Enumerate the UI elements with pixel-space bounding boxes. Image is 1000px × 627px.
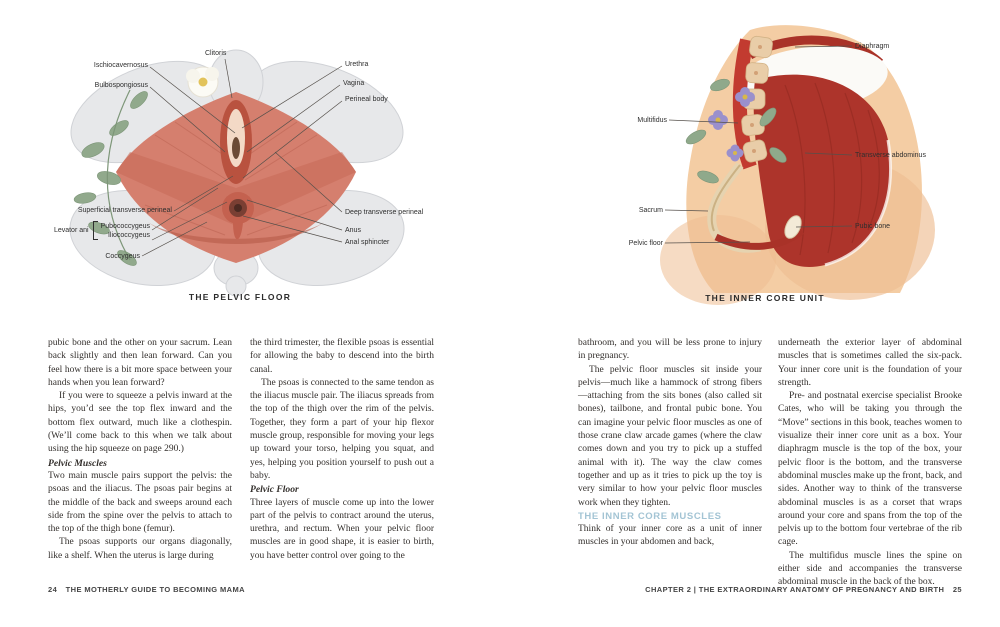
levator-bracket xyxy=(93,221,98,240)
left-page-column-1 xyxy=(48,337,232,563)
label-vagina: Vagina xyxy=(343,80,365,87)
label-pubococcygeus: Pubococcygeus xyxy=(100,222,150,230)
label-ischiocavernosus: Ischiocavernosus xyxy=(93,62,148,69)
subheading-pelvic-muscles: Pelvic Muscles xyxy=(48,457,107,469)
label-anal-sphincter: Anal sphincter xyxy=(345,239,390,246)
body-paragraph: The multifidus muscle lines the spine on either side and accompanies the transverse abdominal muscle in the back of the box. xyxy=(778,550,962,588)
body-paragraph: If you were to squeeze a pelvis inward at the hips, you’d see the top flex inward and the bottom flex outward, much like a clothespin. (We’ll come back to this when we talk about using the hip squeeze on page 290.) xyxy=(48,391,232,455)
label-anus: Anus xyxy=(345,227,361,234)
inner-core-figure xyxy=(600,25,960,305)
label-levator-ani: Levator ani xyxy=(53,227,89,234)
section-heading-inner-core-muscles: THE INNER CORE MUSCLES xyxy=(578,510,722,522)
body-paragraph: underneath the exterior layer of abdominal muscles that is sometimes called the six-pack. Your inner core unit is the foundation of your strength. xyxy=(778,338,962,388)
pelvic-floor-figure xyxy=(35,30,465,305)
right-footer-title: CHAPTER 2 | THE EXTRAORDINARY ANATOMY OF PREGNANCY AND BIRTH xyxy=(645,585,945,594)
label-multifidus: Multifidus xyxy=(637,117,667,124)
label-pelvic-floor: Pelvic floor xyxy=(628,240,663,247)
body-paragraph: Three layers of muscle come up into the lower part of the pelvis to contract around the uterus, urethra, and rectum. When your pelvic floor muscles are in good shape, it is easier to birth, you have better control over going to the xyxy=(250,497,434,561)
label-perineal-body: Perineal body xyxy=(345,96,388,103)
left-footer xyxy=(48,585,245,594)
body-paragraph: The psoas supports our organs diagonally, like a shelf. When the uterus is large during xyxy=(48,537,232,561)
body-paragraph: pubic bone and the other on your sacrum. Lean back slightly and then lean forward. Can you feel how there is a bit more space between your hands when you lean forward? xyxy=(48,338,232,388)
label-iliococcygeus: Iliococcygeus xyxy=(107,231,150,239)
right-page-number: 25 xyxy=(952,585,962,594)
vaginal-opening xyxy=(220,100,252,184)
pelvic-floor-illustration xyxy=(35,30,465,305)
right-page-column-2 xyxy=(778,337,962,590)
inner-core-illustration xyxy=(600,25,960,305)
body-paragraph: Think of your inner core as a unit of inner muscles in your abdomen and back, xyxy=(578,524,762,548)
label-superficial-transverse-perineal: Superficial transverse perineal xyxy=(77,207,172,214)
subheading-pelvic-floor: Pelvic Floor xyxy=(250,484,299,496)
body-paragraph: Pre- and postnatal exercise specialist Brooke Cates, who will be taking you through the “Move” sections in this book, teaches women to visualize their inner core unit as a box. Your diaphragm muscle is the top of the box, your pelvic floor is the bottom, and the transverse abdominal muscles make up the front, back, and sides. Another way to think of the transverse abdominal muscles is as a corset that wraps around your core and spans from the top of the pelvis up to the bottom four vertebrae of the rib cage. xyxy=(778,391,962,548)
body-paragraph: the third trimester, the flexible psoas is essential for allowing the baby to descend into the birth canal. xyxy=(250,338,434,375)
inner-core-caption: THE INNER CORE UNIT xyxy=(705,293,825,303)
body-paragraph: The psoas is connected to the same tendon as the iliacus muscle pair. The iliacus spreads from the top of the thigh over the rim of the pelvis. Together, they form a part of your hip flexor muscle group, responsible for moving your legs up toward your torso, helping you squat, and yes, helping you position yourself to push out a baby. xyxy=(250,377,434,481)
label-deep-transverse-perineal: Deep transverse perineal xyxy=(345,209,424,216)
pelvic-floor-caption: THE PELVIC FLOOR xyxy=(188,292,292,302)
left-page-number: 24 xyxy=(48,585,58,594)
right-page-column-1 xyxy=(578,337,762,550)
right-footer xyxy=(645,585,962,594)
left-page-column-2 xyxy=(250,337,434,563)
right-page xyxy=(500,0,1000,627)
body-paragraph: bathroom, and you will be less prone to injury in pregnancy. xyxy=(578,338,762,362)
label-pubic-bone: Pubic bone xyxy=(855,223,891,230)
label-clitoris: Clitoris xyxy=(205,50,227,57)
left-footer-title: THE MOTHERLY GUIDE TO BECOMING MAMA xyxy=(65,585,245,594)
label-transverse-abdominus: Transverse abdominus xyxy=(855,152,926,159)
label-diaphragm: Diaphragm xyxy=(855,43,890,50)
body-paragraph: The pelvic floor muscles sit inside your pelvis—much like a hammock of strong fibers—attaching from the sits bones (also called sit bones), tailbone, and frontal pubic bone. You can imagine your pelvic floor muscles as one of those crane claw arcade games (where the claw comes down and you try to pick up a stuffed animal with it). The way the claw comes together and up as it tries to pick up the toy is very similar to how your pelvic floor muscles work when they tighten. xyxy=(578,364,762,508)
label-urethra: Urethra xyxy=(345,61,369,68)
body-paragraph: Two main muscle pairs support the pelvis: the psoas and the iliacus. The psoas pair begins at the middle of the back and sweeps around each side from the spine over the pelvis to attach to the top of the thigh bone (femur). xyxy=(48,470,232,535)
label-levator-ani-group xyxy=(54,221,150,240)
label-coccygeus: Coccygeus xyxy=(105,253,140,260)
label-sacrum: Sacrum xyxy=(638,207,663,214)
label-bulbospongiosus: Bulbospongiosus xyxy=(94,82,148,89)
